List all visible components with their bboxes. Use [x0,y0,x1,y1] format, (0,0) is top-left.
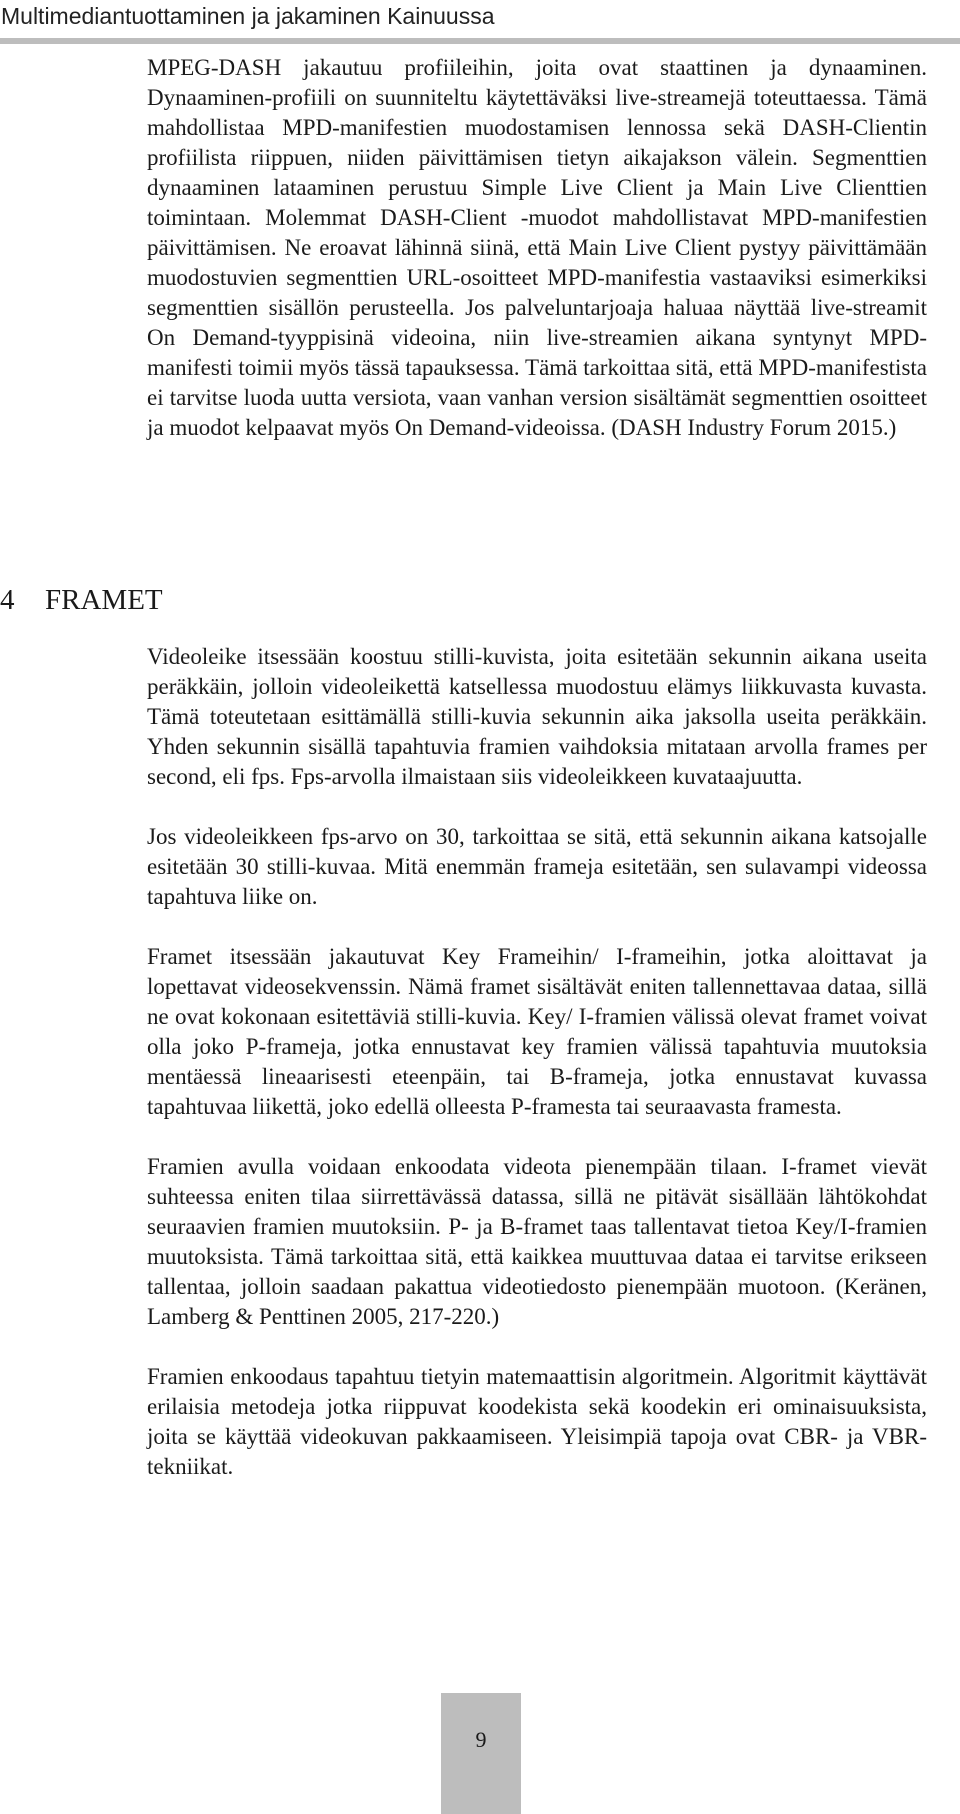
header-title: Multimediantuottaminen ja jakaminen Kainuussa [1,3,495,29]
body-paragraph: Framet itsessään jakautuvat Key Frameihin/ I-frameihin, jotka aloittavat ja lopettavat videosekvenssin. Nämä framet sisältävät eniten tallennettavaa dataa, sillä ne ovat kokonaan esitettäviä stilli-kuvia. Key/ I-framien välissä olevat framet voivat olla joko P-frameja, jotka ennustavat key framien välissä tapahtuvia muutoksia mentäessä lineaarisesti eteenpäin, tai B-frameja, jotka ennustavat kuvassa tapahtuvaa liikettä, joko edellä olleesta P-framesta tai seuraavasta framesta. [147,944,927,1119]
intro-paragraph: MPEG-DASH jakautuu profiileihin, joita ovat staattinen ja dynaaminen. Dynaaminen-profiili on suunniteltu käytettäväksi live-streamejä toteuttaessa. Tämä mahdollistaa MPD-manifestien muodostamisen lennossa sekä DASH-Clientin profiilista riippuen, niiden päivittämisen tietyn aikajakson välein. Segmenttien dynaaminen lataaminen perustuu Simple Live Client ja Main Live Clienttien toimintaan. Molemmat DASH-Client -muodot mahdollistavat MPD-manifestien päivittämisen. Ne eroavat lähinnä siinä, että Main Live Client pystyy päivittämään muodostuvien segmenttien URL-osoitteet MPD-manifestia vastaaviksi esimerkiksi segmenttien sisällön perusteella. Jos palveluntarjoaja haluaa näyttää live-streamit On Demand-tyyppisinä videoina, niin live-streamien aikana syntynyt MPD-manifesti toimii myös tässä tapauksessa. Tämä tarkoittaa sitä, että MPD-manifestista ei tarvitse luoda uutta versiota, vaan vanhan version sisältämät segmenttien osoitteet ja muodot kelpaavat myös On Demand-videoissa. (DASH Industry Forum 2015.) [147,55,927,440]
intro-text-block [147,53,927,443]
body-paragraph: Videoleike itsessään koostuu stilli-kuvista, joita esitetään sekunnin aikana useita peräkkäin, jolloin videoleikettä katsellessa muodostuu elämys liikkuvasta kuvasta. Tämä toteutetaan esittämällä stilli-kuvia sekunnin aika jaksolla useita peräkkäin. Yhden sekunnin sisällä tapahtuvia framien vaihdoksia mitataan arvolla frames per second, eli fps. Fps-arvolla ilmaistaan siis videoleikkeen kuvataajuutta. [147,644,927,789]
body-paragraph: Jos videoleikkeen fps-arvo on 30, tarkoittaa se sitä, että sekunnin aikana katsojalle esitetään 30 stilli-kuvaa. Mitä enemmän frameja esitetään, sen sulavampi videossa tapahtuva liike on. [147,824,927,909]
page-number: 9 [475,1727,487,1752]
section-title: FRAMET [45,583,163,616]
body-paragraph: Framien enkoodaus tapahtuu tietyin matemaattisin algoritmein. Algoritmit käyttävät erilaisia metodeja jotka riippuvat koodekista sekä koodekin eri ominaisuuksista, joita se käyttää videokuvan pakkaamiseen. Yleisimpiä tapoja ovat CBR- ja VBR-tekniikat. [147,1364,927,1479]
section-number: 4 [0,583,15,616]
page-number-box [441,1693,521,1814]
body-paragraph: Framien avulla voidaan enkoodata videota pienempään tilaan. I-framet vievät suhteessa eniten tilaa siirrettävässä datassa, sillä ne pitävät sisällään lähtökohdat seuraavien framien muutoksiin. P- ja B-framet taas tallentavat tietoa Key/I-framien muutoksista. Tämä tarkoittaa sitä, että kaikkea muuttuvaa dataa ei tarvitse erikseen tallentaa, jolloin saadaan pakattua videotiedosto pienempään muotoon. (Keränen, Lamberg & Penttinen 2005, 217-220.) [147,1154,927,1329]
section-heading [0,583,163,617]
header-rule [0,38,960,44]
section-body [147,642,927,1482]
